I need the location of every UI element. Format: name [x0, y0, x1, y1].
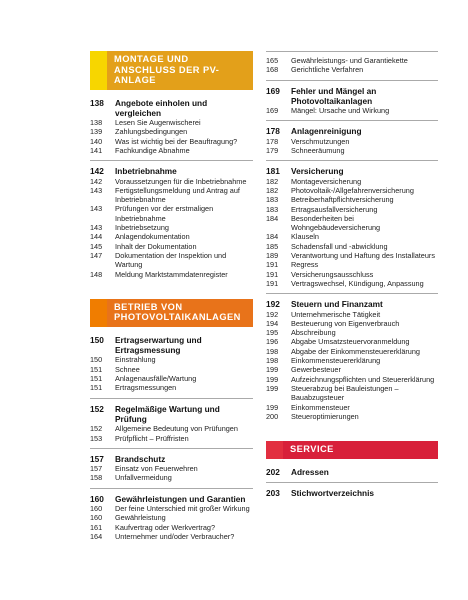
- entry-title: Meldung Marktstammdatenregister: [115, 269, 228, 279]
- entry-page: 169: [266, 106, 279, 116]
- toc-entry[interactable]: [266, 279, 438, 288]
- toc-entry[interactable]: [266, 251, 438, 260]
- entry-title: Voraussetzungen für die Inbetriebnahme: [115, 176, 247, 186]
- entry-title: Lesen Sie Augenwischerei: [115, 118, 201, 128]
- entry-page: 164: [90, 531, 103, 541]
- toc-group: [266, 166, 438, 294]
- toc-entry[interactable]: [266, 137, 438, 146]
- toc-entry[interactable]: [90, 242, 253, 251]
- entry-title: Montageversicherung: [291, 176, 362, 186]
- chapter-title: Inbetriebnahme: [115, 166, 177, 177]
- entry-page: 198: [266, 346, 279, 356]
- chapter-page: 203: [266, 487, 280, 498]
- entry-page: 198: [266, 356, 279, 366]
- toc-entry[interactable]: [266, 232, 438, 241]
- toc-entry[interactable]: [90, 118, 253, 127]
- entry-page: 160: [90, 504, 103, 513]
- chapter-heading[interactable]: [90, 98, 253, 119]
- chapter-page: 152: [90, 403, 104, 414]
- chapter-title: Anlagenreinigung: [291, 126, 362, 137]
- banner-accent: [90, 299, 107, 327]
- chapter-title: Gewährleistungen und Garantien: [115, 493, 246, 504]
- entry-page: 161: [90, 522, 103, 532]
- chapter-heading[interactable]: [90, 404, 253, 425]
- toc-entry[interactable]: [90, 464, 253, 473]
- banner-title: MONTAGE UND ANSCHLUSS DER PV-ANLAGE: [107, 51, 253, 90]
- toc-entry[interactable]: [90, 146, 253, 155]
- entry-title: Gewährleistungs- und Garantiekette: [291, 56, 408, 65]
- entry-title: Gewerbesteuer: [291, 365, 341, 375]
- entry-page: 143: [90, 185, 103, 195]
- toc-group: [90, 454, 253, 489]
- entry-page: 138: [90, 118, 103, 128]
- toc-entry[interactable]: [90, 204, 253, 223]
- entry-page: 199: [266, 365, 279, 375]
- chapter-heading[interactable]: [266, 166, 438, 176]
- entry-page: 183: [266, 195, 279, 205]
- toc-entry[interactable]: [90, 513, 253, 522]
- toc-group: [90, 335, 253, 399]
- chapter-page: 160: [90, 493, 104, 504]
- entry-title: Ertragsausfallversicherung: [291, 204, 378, 214]
- banner-accent: [90, 51, 107, 90]
- entry-title: Anlagendokumentation: [115, 232, 190, 242]
- entry-page: 160: [90, 513, 103, 523]
- entry-page: 192: [266, 309, 279, 319]
- section-banner: [266, 441, 438, 459]
- chapter-title: Angebote einholen und vergleichen: [115, 97, 208, 118]
- entry-page: 151: [90, 364, 103, 374]
- entry-title: Unternehmer und/oder Verbraucher?: [115, 531, 235, 541]
- entry-title: Verantwortung und Haftung des Installateurs: [291, 251, 436, 261]
- entry-title: Fertigstellungsmeldung und Antrag auf Inbetriebnahme: [115, 185, 240, 205]
- toc-group: [266, 51, 438, 81]
- entry-page: 199: [266, 383, 279, 393]
- entry-title: Steuerabzug bei Bauleistungen – Bauabzugsteuer: [291, 383, 399, 403]
- entry-title: Aufzeichnungspflichten und Steuererklärung: [291, 374, 435, 384]
- toc-entry[interactable]: [266, 214, 438, 233]
- toc-left-column: [90, 51, 253, 561]
- toc-entry[interactable]: [266, 384, 438, 403]
- entry-page: 182: [266, 176, 279, 186]
- section-banner: [90, 299, 253, 327]
- entry-title: Inbetriebsetzung: [115, 223, 169, 233]
- toc-entry[interactable]: [90, 177, 253, 186]
- toc-entry[interactable]: [266, 270, 438, 279]
- entry-title: Prüfpflicht – Prüffristen: [115, 433, 189, 443]
- entry-title: Einstrahlung: [115, 355, 156, 365]
- entry-page: 157: [90, 464, 103, 474]
- chapter-heading[interactable]: [90, 166, 253, 176]
- entry-title: Kaufvertrag oder Werkvertrag?: [115, 522, 216, 532]
- toc-entry[interactable]: [266, 403, 438, 412]
- entry-page: 179: [266, 146, 279, 156]
- toc-section: [266, 441, 438, 503]
- toc-entry[interactable]: [266, 310, 438, 319]
- entry-page: 144: [90, 232, 103, 242]
- toc-entry[interactable]: [266, 375, 438, 384]
- entry-page: 143: [90, 223, 103, 233]
- chapter-title: Steuern und Finanzamt: [291, 299, 383, 310]
- entry-page: 191: [266, 269, 279, 279]
- toc-entry[interactable]: [266, 146, 438, 155]
- entry-title: Abschreibung: [291, 328, 336, 338]
- entry-page: 158: [90, 473, 103, 483]
- entry-title: Schadensfall und -abwicklung: [291, 241, 388, 251]
- toc-group: [266, 126, 438, 161]
- entry-page: 196: [266, 337, 279, 347]
- toc-entry[interactable]: [90, 374, 253, 383]
- toc-entry[interactable]: [266, 319, 438, 328]
- entry-page: 199: [266, 374, 279, 384]
- entry-title: Fachkundige Abnahme: [115, 145, 190, 155]
- entry-page: 139: [90, 127, 103, 137]
- toc-entry[interactable]: [266, 365, 438, 374]
- entry-page: 185: [266, 241, 279, 251]
- toc-group: [90, 404, 253, 449]
- toc-group: [266, 299, 438, 426]
- chapter-title: Versicherung: [291, 166, 344, 177]
- entry-page: 168: [266, 65, 279, 75]
- entry-title: Versicherungsausschluss: [291, 269, 374, 279]
- banner-title: BETRIEB VON PHOTOVOLTAIKANLAGEN: [107, 299, 253, 327]
- toc-entry[interactable]: [90, 232, 253, 241]
- toc-group: [90, 494, 253, 546]
- toc-entry[interactable]: [90, 532, 253, 541]
- entry-title: Unternehmerische Tätigkeit: [291, 309, 381, 319]
- entry-title: Verschmutzungen: [291, 136, 350, 146]
- entry-page: 145: [90, 241, 103, 251]
- chapter-heading[interactable]: [266, 488, 438, 498]
- toc-group: [266, 86, 438, 122]
- chapter-heading[interactable]: [266, 467, 438, 477]
- toc-entry[interactable]: [266, 65, 438, 74]
- toc-group: [266, 488, 438, 503]
- chapter-page: 157: [90, 453, 104, 464]
- entry-page: 183: [266, 204, 279, 214]
- entry-page: 148: [90, 269, 103, 279]
- entry-page: 194: [266, 318, 279, 328]
- entry-title: Gerichtliche Verfahren: [291, 65, 364, 75]
- entry-title: Abgabe Umsatzsteuervoranmeldung: [291, 337, 410, 347]
- entry-page: 178: [266, 136, 279, 146]
- entry-title: Abgabe der Einkommensteuererklärung: [291, 346, 420, 356]
- toc-entry[interactable]: [266, 242, 438, 251]
- entry-page: 191: [266, 260, 279, 270]
- chapter-title: Stichwortverzeichnis: [291, 487, 374, 498]
- entry-title: Der feine Unterschied mit großer Wirkung: [115, 504, 250, 513]
- toc-entry[interactable]: [90, 186, 253, 205]
- entry-page: 195: [266, 328, 279, 338]
- toc-entry[interactable]: [90, 251, 253, 270]
- banner-accent: [266, 441, 283, 459]
- entry-page: 199: [266, 402, 279, 412]
- toc-entry[interactable]: [266, 186, 438, 195]
- entry-page: 143: [90, 204, 103, 214]
- entry-title: Gewährleistung: [115, 513, 166, 523]
- chapter-title: Regelmäßige Wartung und Prüfung: [115, 403, 220, 424]
- entry-title: Einsatz von Feuerwehren: [115, 464, 198, 474]
- entry-page: 147: [90, 250, 103, 260]
- entry-page: 140: [90, 136, 103, 146]
- section-banner: [90, 51, 253, 90]
- entry-title: Vertragswechsel, Kündigung, Anpassung: [291, 278, 424, 288]
- entry-title: Inhalt der Dokumentation: [115, 241, 197, 251]
- entry-title: Dokumentation der Inspektion und Wartung: [115, 250, 227, 270]
- toc-entry[interactable]: [266, 106, 438, 115]
- toc-entry[interactable]: [90, 383, 253, 392]
- toc-entry[interactable]: [90, 127, 253, 136]
- entry-page: 151: [90, 383, 103, 393]
- toc-entry[interactable]: [266, 328, 438, 337]
- toc-entry[interactable]: [90, 434, 253, 443]
- entry-title: Besonderheiten bei Wohngebäudeversicherung: [291, 213, 381, 233]
- toc-entry[interactable]: [90, 270, 253, 279]
- entry-title: Steueroptimierungen: [291, 411, 359, 421]
- toc-entry[interactable]: [266, 412, 438, 421]
- entry-title: Prüfungen vor der erstmaligen Inbetriebnahme: [115, 204, 214, 223]
- toc-group: [90, 98, 253, 162]
- entry-page: 189: [266, 251, 279, 261]
- entry-title: Photovoltaik-/Allgefahrenversicherung: [291, 185, 414, 195]
- chapter-heading[interactable]: [90, 494, 253, 504]
- entry-page: 184: [266, 213, 279, 223]
- chapter-heading[interactable]: [266, 86, 438, 107]
- chapter-title: Brandschutz: [115, 453, 166, 464]
- entry-title: Regress: [291, 260, 319, 270]
- toc-entry[interactable]: [266, 356, 438, 365]
- chapter-heading[interactable]: [90, 454, 253, 464]
- entry-page: 141: [90, 145, 103, 155]
- toc-entry[interactable]: [90, 473, 253, 482]
- entry-title: Klauseln: [291, 232, 319, 242]
- entry-page: 184: [266, 232, 279, 242]
- entry-page: 150: [90, 355, 103, 365]
- chapter-title: Ertragserwartung und Ertragsmessung: [115, 334, 202, 356]
- toc-entry[interactable]: [266, 347, 438, 356]
- toc-group: [90, 166, 253, 284]
- entry-title: Unfallvermeidung: [115, 473, 172, 483]
- toc-entry[interactable]: [266, 337, 438, 346]
- entry-title: Ertragsmessungen: [115, 383, 177, 393]
- chapter-page: 150: [90, 334, 104, 345]
- chapter-title: Fehler und Mängel an Photovoltaikanlagen: [291, 85, 377, 106]
- entry-title: Schnee: [115, 364, 140, 374]
- toc-entry[interactable]: [90, 424, 253, 433]
- entry-page: 152: [90, 424, 103, 434]
- chapter-page: 178: [266, 126, 280, 137]
- entry-title: Schneeräumung: [291, 146, 345, 156]
- toc-entry[interactable]: [266, 195, 438, 204]
- toc-entry[interactable]: [266, 177, 438, 186]
- banner-title: SERVICE: [283, 441, 438, 459]
- entry-page: 151: [90, 374, 103, 384]
- entry-page: 200: [266, 411, 279, 421]
- toc-entry[interactable]: [90, 355, 253, 364]
- entry-page: 153: [90, 433, 103, 443]
- chapter-page: 181: [266, 166, 280, 177]
- entry-title: Besteuerung von Eigenverbrauch: [291, 318, 400, 328]
- toc-entry[interactable]: [90, 523, 253, 532]
- toc-entry[interactable]: [266, 260, 438, 269]
- toc-entry[interactable]: [90, 504, 253, 513]
- entry-page: 191: [266, 278, 279, 288]
- chapter-page: 192: [266, 299, 280, 310]
- entry-title: Betreiberhaftpflichtversicherung: [291, 195, 394, 205]
- entry-title: Zahlungsbedingungen: [115, 127, 188, 137]
- chapter-page: 138: [90, 97, 104, 108]
- chapter-heading[interactable]: [266, 126, 438, 136]
- toc-section: [90, 51, 253, 284]
- toc-entry[interactable]: [90, 365, 253, 374]
- toc-entry[interactable]: [90, 137, 253, 146]
- entry-page: 165: [266, 56, 279, 65]
- toc-section: [266, 51, 438, 426]
- chapter-page: 202: [266, 466, 280, 477]
- toc-group: [266, 467, 438, 483]
- entry-page: 182: [266, 185, 279, 195]
- chapter-title: Adressen: [291, 466, 329, 477]
- chapter-heading[interactable]: [266, 299, 438, 309]
- toc-entry[interactable]: [266, 205, 438, 214]
- entry-title: Einkommensteuererklärung: [291, 356, 381, 366]
- toc-entry[interactable]: [266, 56, 438, 65]
- chapter-page: 169: [266, 85, 280, 96]
- entry-title: Was ist wichtig bei der Beauftragung?: [115, 136, 238, 146]
- toc-entry[interactable]: [90, 223, 253, 232]
- entry-title: Anlagenausfälle/Wartung: [115, 374, 197, 384]
- entry-title: Einkommensteuer: [291, 402, 350, 412]
- entry-title: Mängel: Ursache und Wirkung: [291, 106, 390, 116]
- chapter-heading[interactable]: [90, 335, 253, 356]
- toc-section: [90, 299, 253, 546]
- toc-right-column: [266, 51, 438, 518]
- entry-title: Allgemeine Bedeutung von Prüfungen: [115, 424, 238, 434]
- entry-page: 142: [90, 176, 103, 186]
- chapter-page: 142: [90, 166, 104, 177]
